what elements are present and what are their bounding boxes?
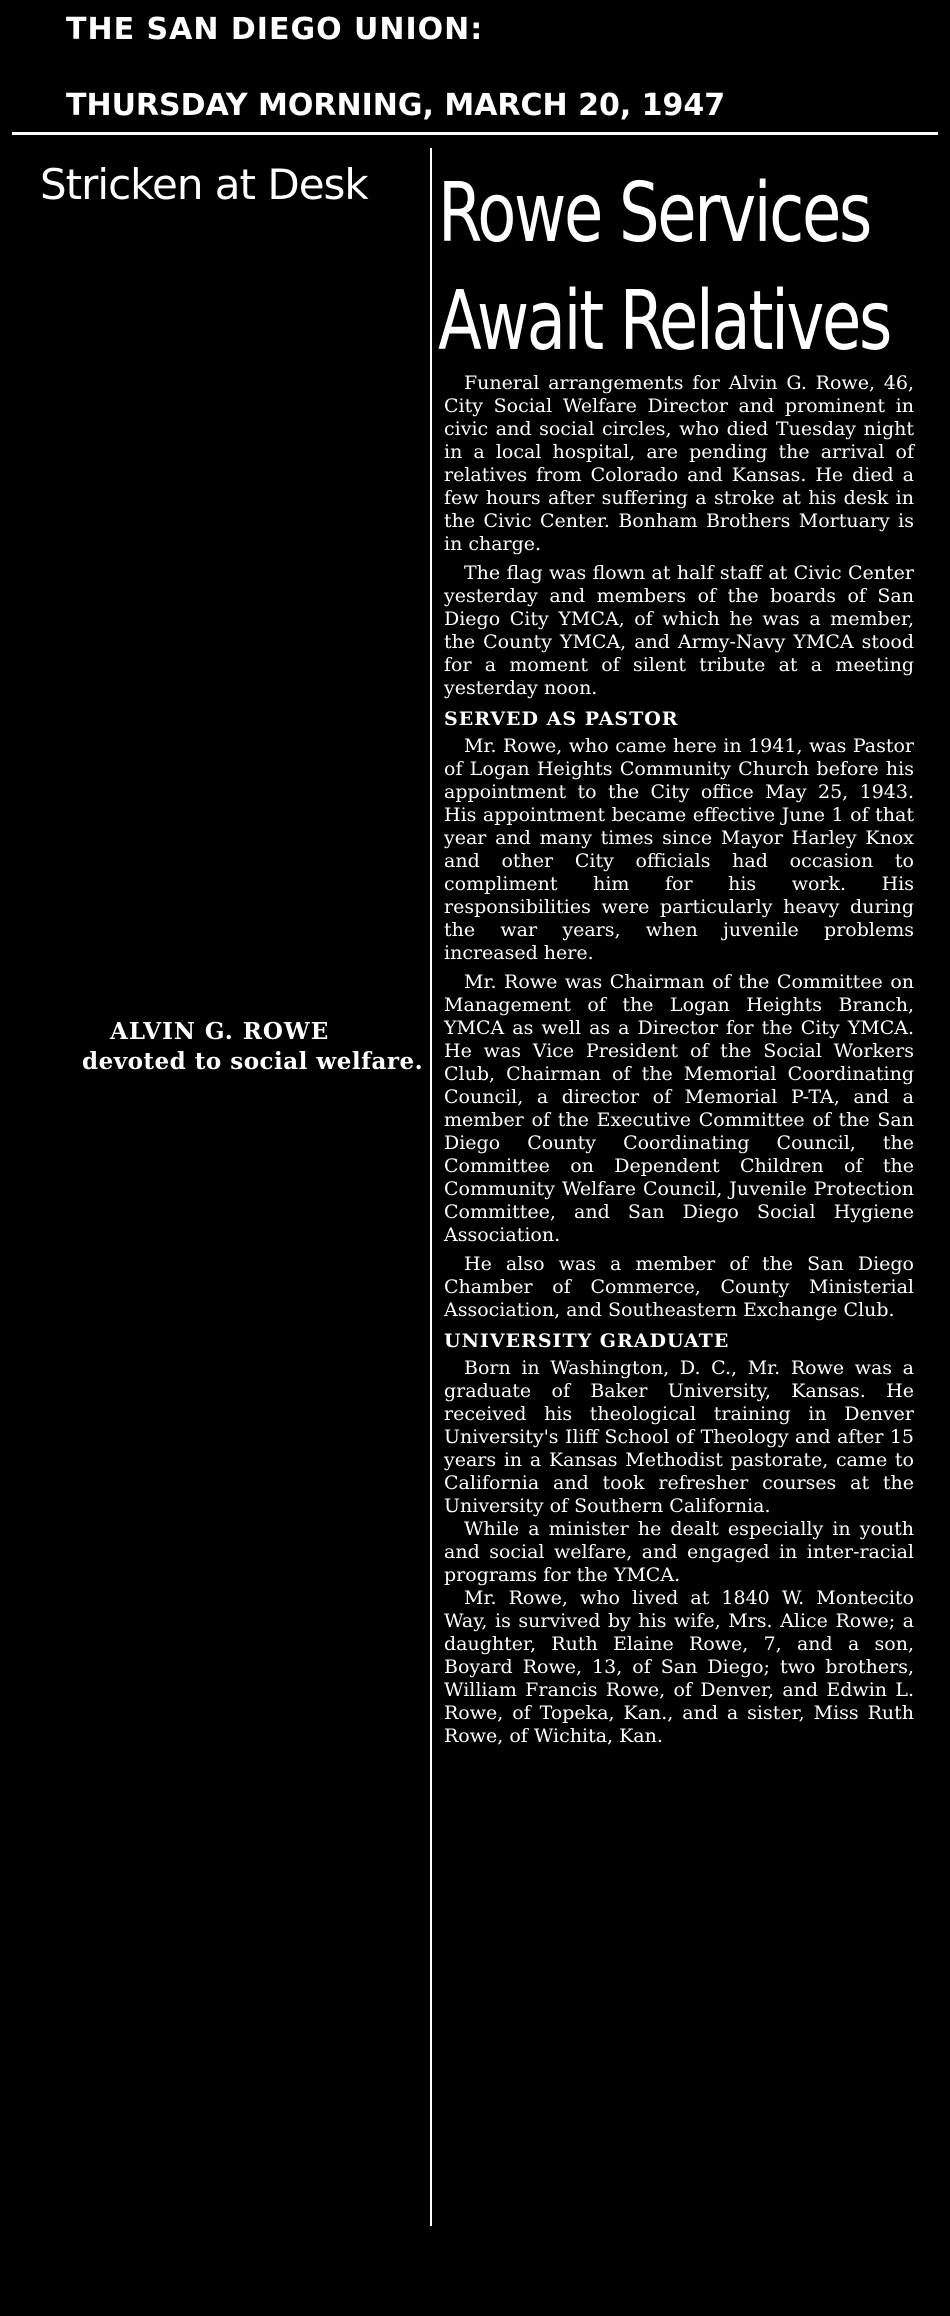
newspaper-name: THE SAN DIEGO UNION: xyxy=(66,12,484,47)
paragraph: While a minister he dealt especially in youth and social welfare, and engaged in inter-racial programs for the YMCA. xyxy=(444,1518,914,1586)
article-headline xyxy=(438,160,890,376)
subhead-served-as-pastor: SERVED AS PASTOR xyxy=(444,708,679,730)
paragraph: Mr. Rowe was Chairman of the Committee on Management of the Logan Heights Branch, YMCA as well as a Director for the City YMCA. He was Vice President of the Social Workers Club, Chairman of the Memorial Coordinating Council, a director of Memorial P-TA, and a member of the Executive Committee of the San Diego County Coordinating Council, the Committee on Dependent Children of the Community Welfare Council, Juvenile Protection Committee, and San Diego Social Hygiene Association. xyxy=(444,971,914,1246)
paragraph: He also was a member of the San Diego Chamber of Commerce, County Ministerial Association, and Southeastern Exchange Club. xyxy=(444,1253,914,1321)
paragraph: Born in Washington, D. C., Mr. Rowe was a graduate of Baker University, Kansas. He received his theological training in Denver University's Iliff School of Theology and after 15 years in a Kansas Methodist pastorate, came to California and took refresher courses at the University of Southern California. xyxy=(444,1357,914,1517)
subhead-university-graduate: UNIVERSITY GRADUATE xyxy=(444,1330,730,1352)
headline-line-2: Await Relatives xyxy=(438,274,891,369)
paragraph: Funeral arrangements for Alvin G. Rowe, 46, City Social Welfare Director and prominent in civic and social circles, who died Tuesday night in a local hospital, are pending the arrival of relatives from Colorado and Kansas. He died a few hours after suffering a stroke at his desk in the Civic Center. Bonham Brothers Mortuary is in charge. xyxy=(444,372,914,555)
headline-line-1: Rowe Services xyxy=(438,166,870,261)
paragraph: Mr. Rowe, who came here in 1941, was Pastor of Logan Heights Community Church before his appointment to the City office May 25, 1943. His appointment became effective June 1 of that year and many times since Mayor Harley Knox and other City officials had occasion to compliment him for his work. His responsibilities were particularly heavy during the war years, when juvenile problems increased here. xyxy=(444,735,914,964)
photo-caption-name: ALVIN G. ROWE xyxy=(110,1018,330,1045)
paragraph: The flag was flown at half staff at Civic Center yesterday and members of the boards of San Diego City YMCA, of which he was a member, the County YMCA, and Army-Navy YMCA stood for a moment of silent tribute at a meeting yesterday noon. xyxy=(444,562,914,699)
column-rule xyxy=(430,148,432,2226)
paragraph: Mr. Rowe, who lived at 1840 W. Montecito Way, is survived by his wife, Mrs. Alice Rowe; a daughter, Ruth Elaine Rowe, 7, and a son, Boyard Rowe, 13, of San Diego; two brothers, William Francis Rowe, of Denver, and Edwin L. Rowe, of Topeka, Kan., and a sister, Miss Ruth Rowe, of Wichita, Kan. xyxy=(444,1587,914,1747)
article-body xyxy=(444,372,914,1748)
top-rule xyxy=(12,132,938,135)
photo-heading: Stricken at Desk xyxy=(40,160,368,209)
photo-caption-text: devoted to social welfare. xyxy=(82,1048,424,1075)
dateline: THURSDAY MORNING, MARCH 20, 1947 xyxy=(66,88,726,123)
portrait-photo xyxy=(20,230,420,1000)
